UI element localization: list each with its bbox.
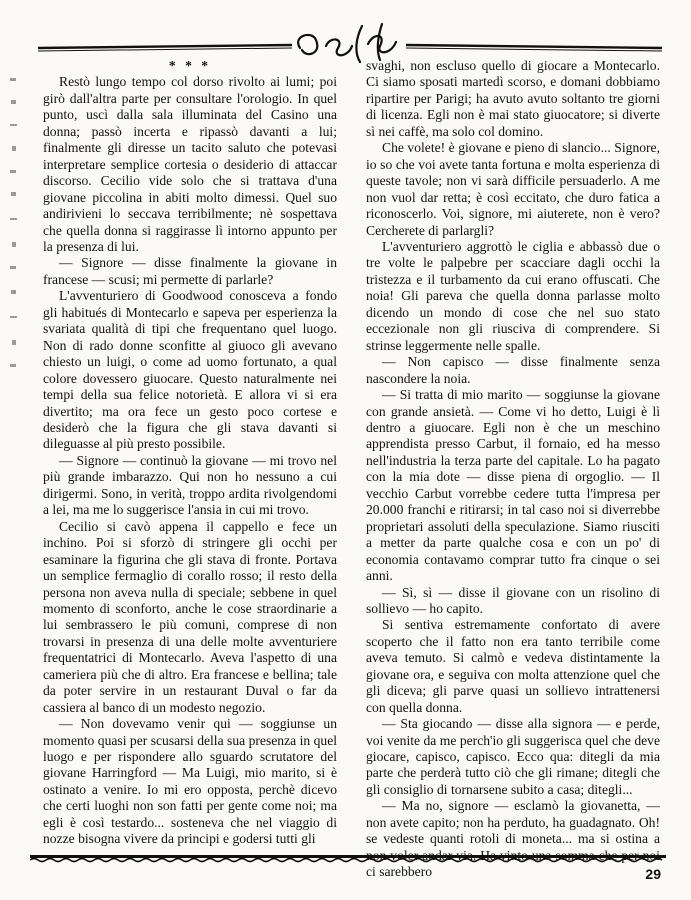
paragraph: — Ma no, signore — esclamò la giovanetta, — non avete capito; non ha perduto, ha guadagnato. Oh! se vedeste quanti rotoli di moneta... ma si ostina a ci sarebbero — [366, 798, 660, 880]
paragraph: — Sta giocando — disse alla signora — e perde, voi venite da me perch'io gli suggerisca quel che deve giocare, capisco, capisco. Ecco qua: ditegli da mia parte che perderà tutto ciò che gli rimane; ditegli che gli consiglio di tornarsene subito a casa; ditegli... — [366, 716, 660, 797]
paragraph: L'avventuriero di Goodwood conosceva a fondo gli habitués di Montecarlo e sapeva per esperienza la svariata qualità di tipi che frequentano quel luogo. Non di rado donne sconfitte al giuoco gli avevano chiesto un luigi, o come ad uomo fortunato, a qual colore dovessero giuocare. Questo naturalmente nei tempi della sua felice notorietà. E allora vi si era divertito; ma ora fece un gesto poco cortese e desiderò che la figura che gli stava davanti si dileguasse al più presto possibile. — [43, 288, 337, 452]
paragraph: L'avventuriero aggrottò le ciglia e abbassò due o tre volte le palpebre per scacciare dagli occhi la tristezza e il turbamento da cui erano offuscati. Che noia! Gli pareva che quella donna parlasse molto dicendo un mondo di cose che nel suo stato eccezionale non gli riusciva di comprendere. Si strinse leggermente nelle spalle. — [366, 238, 660, 353]
paragraph: — Non dovevamo venir qui — soggiunse un momento quasi per scusarsi della sua presenza in quel luogo e per rispondere allo sguardo scrutatore del giovane Harringford — Ma Luigi, mio marito, si è ostinato a venire. Io mi ero opposta, perchè dicevo che certi luoghi non son fatti per gente come noi; ma egli è così testardo... sosteneva che nel viaggio di nozze bisogna vivere da principi e godersi tutti gli — [43, 716, 337, 847]
paragraph: Restò lungo tempo col dorso rivolto ai lumi; poi girò dall'altra parte per consultare l'orologio. In quel punto, uscì dalla sala illuminata del Casino una donna; passò incerta e ripassò davanti a lui; finalmente gli diresse un tacito saluto che potevasi interpretare semplice cortesia o desiderio di attaccar discorso. Cecilio vide solo che si trattava d'una giovane piccolina in abiti molto dimessi. Quel suo andirivieni lo seccava terribilmente; nè sospettava che quella donna si raggirasse lì intorno appunto per la presenza di lui. — [43, 74, 337, 254]
paragraph: Cecilio si cavò appena il cappello e fece un inchino. Poi si sforzò di stringere gli occhi per esaminare la figurina che gli stava di fronte. Portava un semplice fermaglio di corallo rosso; il resto della persona non aveva nulla di speciale; sebbene in quel momento di sconforto, anche le cose straordinarie a lui sembrassero le più comuni, comprese di non trovarsi in presenza di una delle molte avventuriere frequentatrici di Montecarlo. Aveva l'aspetto di una cameriera più che di altro. Era francese e bellina; tale da poter servire in un restaurant Duval o far da cassiera al banco di un modesto negozio. — [43, 518, 337, 715]
paragraph: Che volete! è giovane e pieno di slancio... Signore, io so che voi avete tanta fortuna e molta esperienza di queste tavole; non vi sarà difficile persuaderlo. A me non vuol dar retta; è così eccitato, che duro fatica a riconoscerlo. Voi, signore, mi aiuterete, non è vero? Cercherete di parlargli? — [366, 140, 660, 238]
page-number: 29 — [645, 866, 661, 882]
paragraph: — Signore — continuò la giovane — mi trovo nel più grande imbarazzo. Qui non ho nessuno a cui dirigermi. Sono, in verità, troppo ardita rivolgendomi a lei, ma me lo suggerisce l'ansia in cui mi trovo. — [43, 452, 337, 518]
paragraph: Si sentiva estremamente confortato di avere scoperto che il fatto non era tanto terribile come aveva temuto. Si calmò e vedeva distintamente la giovane ora, e seguiva con molta attenzione quel che gli diceva; gli parve quasi un sollievo intrattenersi con quella donna. — [366, 617, 660, 715]
paragraph: — Non capisco — disse finalmente senza nascondere la noia. — [366, 354, 660, 386]
paragraph: — Sì, sì — disse il giovane con un risolino di sollievo — ho capito. — [366, 584, 660, 616]
paragraph: svaghi, non escluso quello di giocare a Montecarlo. Ci siamo sposati martedì scorso, e domani dobbiamo ripartire per Parigi; ha avuto avuto soltanto tre giorni di licenza. Egli non è mai stato giuocatore; si diverte sì nei caffè, ma solo col domino. — [366, 58, 660, 139]
margin-scan-marks — [6, 72, 22, 392]
right-column — [366, 58, 660, 881]
footer-rule — [30, 853, 666, 863]
paragraph: — Signore — disse finalmente la giovane in francese — scusi; mi permette di parlarle? — [43, 255, 337, 287]
section-separator: * * * — [168, 58, 212, 73]
left-column — [43, 58, 337, 848]
paragraph: — Si tratta di mio marito — soggiunse la giovane con grande ansietà. — Come vi ho detto, Luigi è lì dentro a giuocare. Egli non è che un meschino apprendista presso Carbut, il fornaio, ed ha messo nell'industria la terza parte del capitale. Lo ha pagato con la mia dote — disse piena di orgoglio. — Il vecchio Carbut vorrebbe cedere tutta l'impresa per 20.000 franchi e ritirarsi; in tal caso noi si diverrebbe proprietari assoluti della speculazione. Siamo riusciti a metter da parte qualche cosa e con un po' di economia contavamo comprar tutto fra cinque o sei anni. — [366, 387, 660, 584]
